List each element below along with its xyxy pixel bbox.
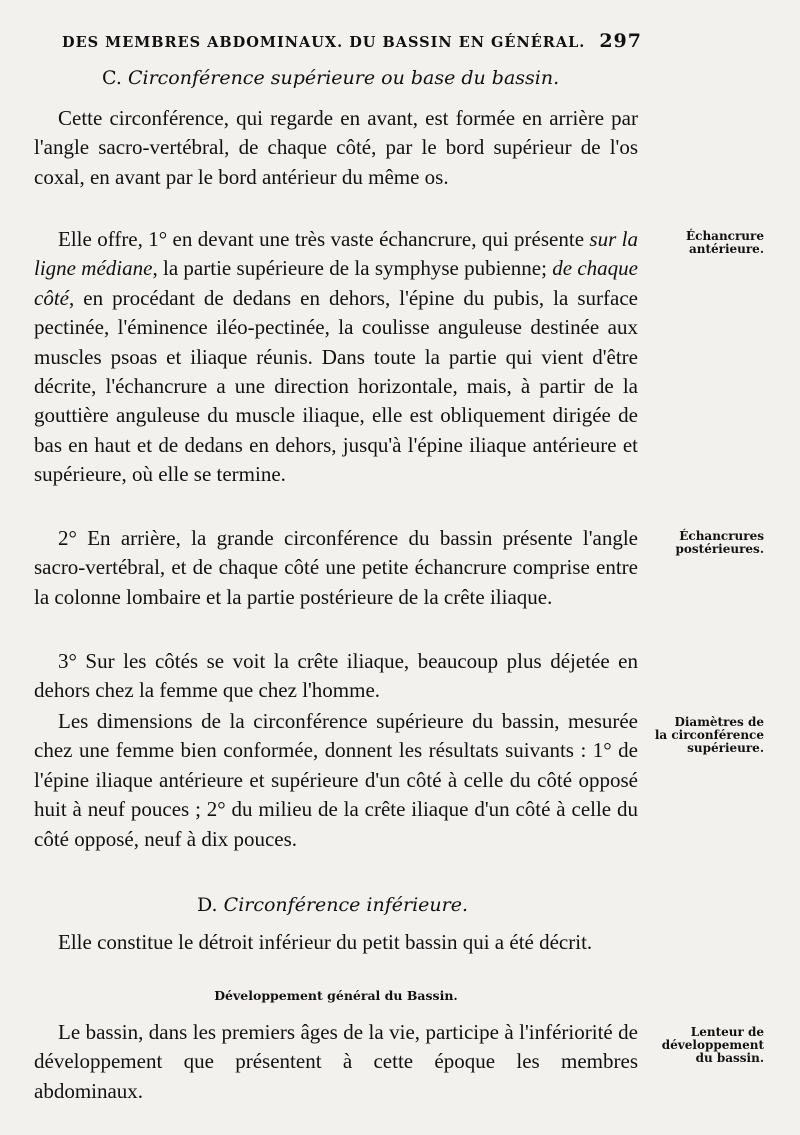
note-line: Échancrure [686, 229, 764, 243]
text-run: , en procédant de dedans en dehors, l'épine du pubis, la surface pectinée, l'éminence iléo-pectinée, la coulisse anguleuse destinée aux muscles psoas et iliaque réunis. Dans toute la partie qui vient d'être décrite, l'échancrure a une direction horizontale, mais, à partir de la gouttière anguleuse du muscle iliaque, elle est obliquement dirigée de bas en haut et de dedans en dehors, jusqu'à l'épine iliaque antérieure et supérieure, où elle se termine. [34, 285, 638, 487]
margin-note [614, 716, 764, 755]
paragraph-text: Cette circonférence, qui regarde en avant, est formée en arrière par l'angle sacro-vertébral, de chaque côté, par le bord supérieur de l'os coxal, en avant par le bord antérieur du même os. [34, 106, 638, 189]
margin-note [614, 530, 764, 556]
section-title: Circonférence supérieure ou base du bassin. [127, 67, 560, 89]
note-line: Diamètres de [674, 715, 764, 729]
paragraph [34, 1018, 638, 1106]
note-line: supérieure. [687, 741, 764, 755]
note-line: Échancrures [679, 529, 764, 543]
running-head [62, 30, 642, 56]
page-number: 297 [599, 30, 642, 52]
note-line: développement [661, 1038, 764, 1052]
section-heading-d [197, 893, 468, 917]
margin-note [614, 230, 764, 256]
italic-run: sur la ligne médiane [34, 227, 638, 281]
paragraph [34, 928, 638, 957]
paragraph-text [34, 225, 638, 490]
subheading: Développement général du Bassin. [214, 988, 458, 1003]
paragraph [34, 225, 638, 490]
section-letter: D. [197, 894, 218, 916]
section-title: Circonférence inférieure. [223, 894, 469, 916]
margin-note [614, 1026, 764, 1065]
paragraph [34, 524, 638, 612]
running-title: DES MEMBRES ABDOMINAUX. DU BASSIN EN GÉNÉRAL. [62, 34, 586, 51]
paragraph [34, 104, 638, 192]
text-run: Elle offre, 1° en devant une très vaste échancrure, qui présente [58, 227, 590, 251]
paragraph-text: Le bassin, dans les premiers âges de la vie, participe à l'infériorité de développement que présentent à cette époque les membres abdominaux. [34, 1020, 638, 1103]
text-run: , la partie supérieure de la symphyse pubienne; [152, 256, 553, 281]
paragraph-text: Elle constitue le détroit inférieur du petit bassin qui a été décrit. [58, 930, 593, 954]
paragraph [34, 707, 638, 854]
italic-run: de chaque côté [34, 256, 639, 310]
note-line: postérieures. [675, 542, 764, 556]
note-line: du bassin. [695, 1051, 764, 1065]
paragraph [34, 647, 638, 706]
section-letter: C. [102, 67, 122, 89]
paragraph-text: 3° Sur les côtés se voit la crête iliaque, beaucoup plus déjetée en dehors chez la femme que chez l'homme. [34, 649, 638, 703]
note-line: antérieure. [688, 242, 764, 256]
paragraph-text: 2° En arrière, la grande circonférence du bassin présente l'angle sacro-vertébral, et de chaque côté une petite échancrure comprise entre la colonne lombaire et la partie postérieure de la crête iliaque. [34, 526, 638, 609]
note-line: Lenteur de [690, 1025, 764, 1039]
note-line: la circonférence [654, 728, 764, 742]
section-heading-c [102, 66, 559, 90]
paragraph-text: Les dimensions de la circonférence supérieure du bassin, mesurée chez une femme bien conformée, donnent les résultats suivants : 1° de l'épine iliaque antérieure et supérieure d'un côté à celle du côté opposé huit à neuf pouces ; 2° du milieu de la crête iliaque d'un côté à celle du côté opposé, neuf à dix pouces. [34, 709, 638, 851]
